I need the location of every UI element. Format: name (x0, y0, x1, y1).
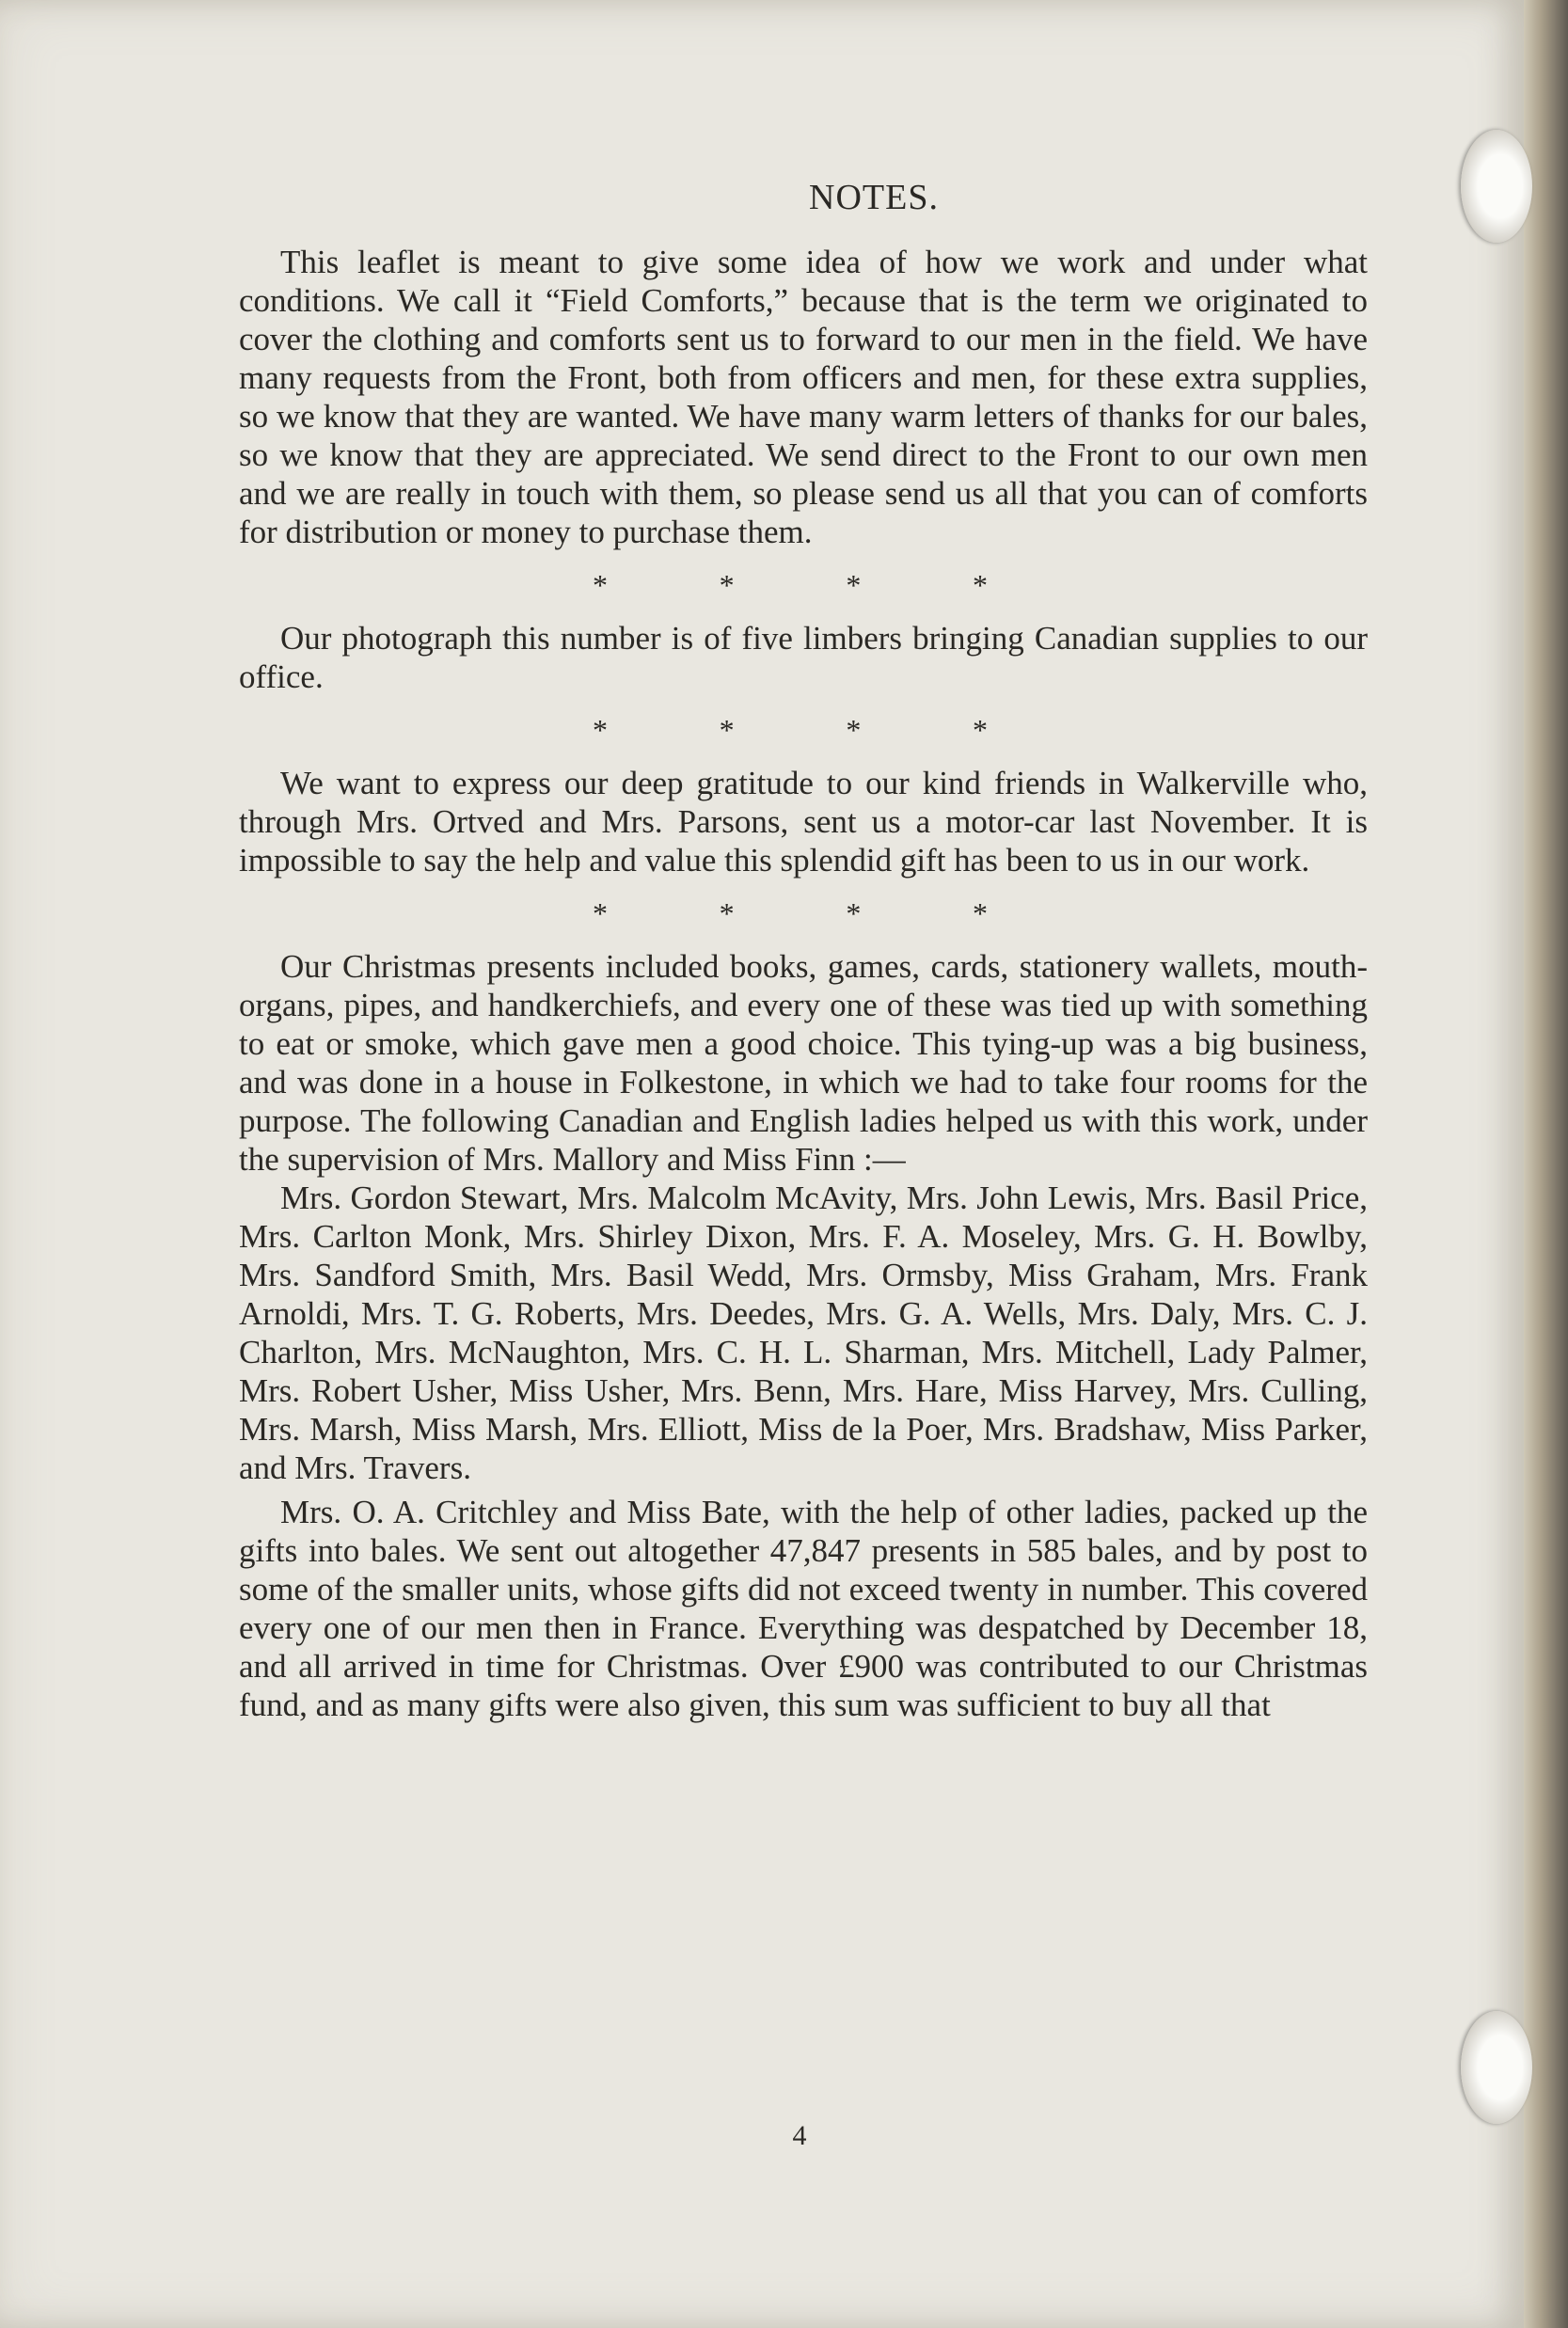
section-separator (593, 564, 988, 606)
paragraph-gratitude: We want to express our deep gratitude to our kind friends in Walkerville who, through Mrs. Ortved and Mrs. Parsons, sent us a motor-car last November. It is impossible to say the help and value this splendid gift has been to us in our work. (239, 765, 1368, 879)
paragraph-leaflet-intro: This leaflet is meant to give some idea of how we work and under what conditions. We call it “Field Comforts,” because that is the term we originated to cover the clothing and comforts sent us to forward to our men in the field. We have many requests from the Front, both from officers and men, for these extra supplies, so we know that they are wanted. We have many warm letters of thanks for our bales, so we know that they are appreciated. We send direct to the Front to our own men and we are really in touch with them, so please send us all that you can of comforts for distribution or money to purchase them. (239, 244, 1368, 550)
separator-star: * (719, 713, 735, 747)
notes-section (239, 177, 1368, 1724)
separator-star: * (593, 713, 608, 747)
separator-star: * (593, 568, 608, 602)
punch-hole (1461, 130, 1532, 243)
separator-star: * (719, 896, 735, 930)
paragraph-christmas-presents: Our Christmas presents included books, games, cards, stationery wallets, mouth-organs, pipes, and handkerchiefs, and every one of these was tied up with something to eat or smoke, which gave men a good choice. This tying-up was a big business, and was done in a house in Folkestone, in which we had to take four rooms for the purpose. The following Canadian and English ladies helped us with this work, under the supervision of Mrs. Mallory and Miss Finn :— (239, 948, 1368, 1178)
separator-star: * (846, 713, 862, 747)
section-separator (593, 709, 988, 751)
separator-star: * (593, 896, 608, 930)
paragraph-bales: Mrs. O. A. Critchley and Miss Bate, with the help of other ladies, packed up the gifts into bales. We sent out altogether 47,847 presents in 585 bales, and by post to some of the smaller units, whose gifts did not exceed twenty in number. This covered every one of our men then in France. Everything was despatched by December 18, and all arrived in time for Christmas. Over £900 was contributed to our Christmas fund, and as many gifts were also given, this sum was sufficient to buy all that (239, 1494, 1368, 1723)
separator-star: * (846, 568, 862, 602)
separator-star: * (972, 896, 988, 930)
binding-edge (1524, 0, 1568, 2328)
paragraph-helpers-list: Mrs. Gordon Stewart, Mrs. Malcolm McAvity, Mrs. John Lewis, Mrs. Basil Price, Mrs. Carlton Monk, Mrs. Shirley Dixon, Mrs. F. A. Moseley, Mrs. G. H. Bowlby, Mrs. Sandford Smith, Mrs. Basil Wedd, Mrs. Ormsby, Miss Graham, Mrs. Frank Arnoldi, Mrs. T. G. Roberts, Mrs. Deedes, Mrs. G. A. Wells, Mrs. Daly, Mrs. C. J. Charlton, Mrs. McNaughton, Mrs. C. H. L. Sharman, Mrs. Mitchell, Lady Palmer, Mrs. Robert Usher, Miss Usher, Mrs. Benn, Mrs. Hare, Miss Harvey, Mrs. Culling, Mrs. Marsh, Miss Marsh, Mrs. Elliott, Miss de la Poer, Mrs. Bradshaw, Miss Parker, and Mrs. Travers. (239, 1180, 1368, 1486)
section-separator (593, 893, 988, 934)
page-number: 4 (792, 2120, 807, 2151)
separator-star: * (972, 713, 988, 747)
paragraph-photograph: Our photograph this number is of five limbers bringing Canadian supplies to our office. (239, 620, 1368, 695)
page-title: NOTES. (809, 178, 939, 217)
separator-star: * (972, 568, 988, 602)
separator-star: * (719, 568, 735, 602)
punch-hole (1461, 2011, 1532, 2124)
separator-star: * (846, 896, 862, 930)
